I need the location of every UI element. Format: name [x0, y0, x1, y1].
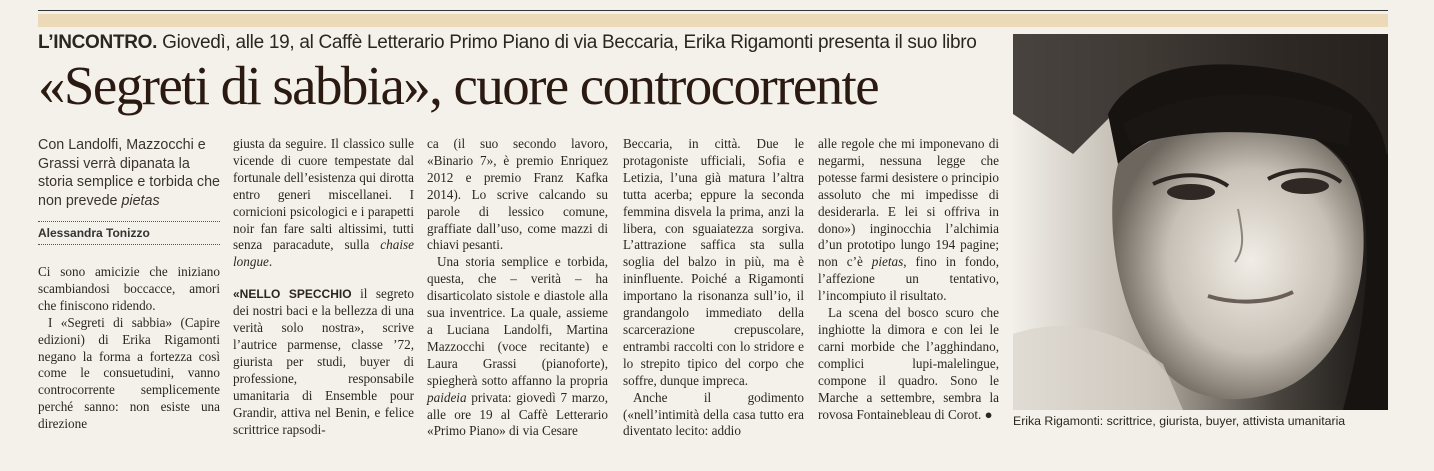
byline-rule-top	[38, 221, 220, 222]
body-text: .	[268, 254, 273, 270]
body-text: privata: giovedì 7 marzo, alle ore 19 al Caffè Letterario «Primo Piano» di via Cesare	[427, 389, 608, 439]
summary	[38, 136, 220, 210]
column-2	[233, 136, 414, 438]
body-text: alle regole che mi imponevano di negarmi, nessuna legge che potesse farmi desistere o principio assoluto che mi impedisse di desiderarla. E lei si offriva in dono») inginocchia l’alchimia d’un prototipo lungo 194 pagine; non c’è	[818, 136, 999, 270]
body-paragraph	[233, 286, 414, 438]
top-rule	[38, 10, 1388, 11]
summary-text: Con Landolfi, Mazzocchi e Grassi verrà dipanata la storia semplice e torbida che non prevede	[38, 137, 220, 209]
lead-in: «NELLO SPECCHIO	[233, 287, 352, 302]
kicker-label: L’INCONTRO.	[38, 32, 158, 53]
photo-caption: Erika Rigamonti: scrittrice, giurista, buyer, attivista umanitaria	[1013, 414, 1346, 428]
column-5	[818, 136, 999, 423]
body-paragraph: ca (il suo secondo lavoro, «Binario 7», è premio Enriquez 2012 e premio Franz Kafka 2014). Lo scrive calcando su parole di lessico comune, graffiate dall’uso, come mazzi di chiavi pesanti.	[427, 136, 608, 253]
body-paragraph: Anche il godimento («nell’intimità della casa tutto era diventato lecito: addio	[623, 389, 804, 439]
body-text: giusta da seguire. Il classico sulle vicende di cuore tempestate dal fortunale dell’esistenza qui dirotta entro generi miscellanei. I cornicioni psicologici e i parapetti noir fan fare salti altissimi, tutti senza paracadute, sulla	[233, 136, 414, 253]
summary-italic: pietas	[121, 192, 160, 209]
body-paragraph: La scena del bosco scuro che inghiotte la dimora e con lei le carni morbide che l’agghindano, complici lupi-malelingue, compone il quadro. Sono le Marche a settembre, sembra la rovosa Fontainebleau di Corot. ●	[818, 305, 999, 422]
body-paragraph	[818, 136, 999, 305]
column-3	[427, 136, 608, 440]
body-text: il segreto dei nostri baci e la bellezza di una verità solo nostra», scrive l’autrice parmense, classe ’72, giurista per studi, buyer di professione, responsabile umanitaria di Ensemble pour Grandir, attiva nel Benin, e felice scrittrice rapsodi-	[233, 286, 414, 437]
body-text: , fino in fondo, l’affezione un tentativo, l’incompiuto il risultato.	[818, 254, 999, 304]
body-paragraph: Ci sono amicizie che iniziano scambiandosi boccacce, amori che finiscono ridendo.	[38, 264, 220, 313]
kicker-text: Giovedì, alle 19, al Caffè Letterario Primo Piano di via Beccaria, Erika Rigamonti presenta il suo libro	[157, 32, 977, 53]
body-italic: paideia	[427, 389, 467, 405]
body-paragraph	[427, 254, 608, 440]
column-4	[623, 136, 804, 440]
portrait-illustration	[1013, 34, 1388, 410]
body-italic: chaise longue	[233, 237, 414, 270]
body-paragraph: I «Segreti di sabbia» (Capire edizioni) di Erika Rigamonti negano la forma a fortezza così come le consuetudini, vanno controcorrente semplicemente perché sanno: non esiste una direzione	[38, 314, 220, 432]
byline-rule-bottom	[38, 244, 220, 245]
body-paragraph	[233, 136, 414, 271]
body-paragraph: Beccaria, in città. Due le protagoniste ufficiali, Sofia e Letizia, l’una già matura l’altra tutta acerba; eppure la seconda femmina disvela la prima, anzi la libera, con sguaiatezza sorgiva. L’attrazione saffica sta sulla soglia del balzo in più, ma è ininfluente. Poiché a Rigamonti importano la risonanza sull’io, il grandangolo immediato della scarcerazione crepuscolare, entrambi raccolti con lo stridore e lo strepito tipico del corpo che soffre, dunque impreca.	[623, 136, 804, 388]
section-band	[38, 14, 1388, 27]
headline: «Segreti di sabbia», cuore controcorrente	[38, 55, 879, 116]
column-1	[38, 136, 220, 433]
kicker	[38, 32, 1008, 54]
author-byline: Alessandra Tonizzo	[38, 226, 150, 240]
author-photo	[1013, 34, 1388, 410]
body-italic: pietas	[871, 254, 904, 270]
body-text: Una storia semplice e torbida, questa, che – verità – ha disarticolato sistole e diastole alla sua inventrice. La quale, assieme a Luciana Landolfi, Martina Mazzocchi (voce recitante) e Laura Grassi (pianoforte), spiegherà sotto affanno la propria	[427, 254, 608, 388]
